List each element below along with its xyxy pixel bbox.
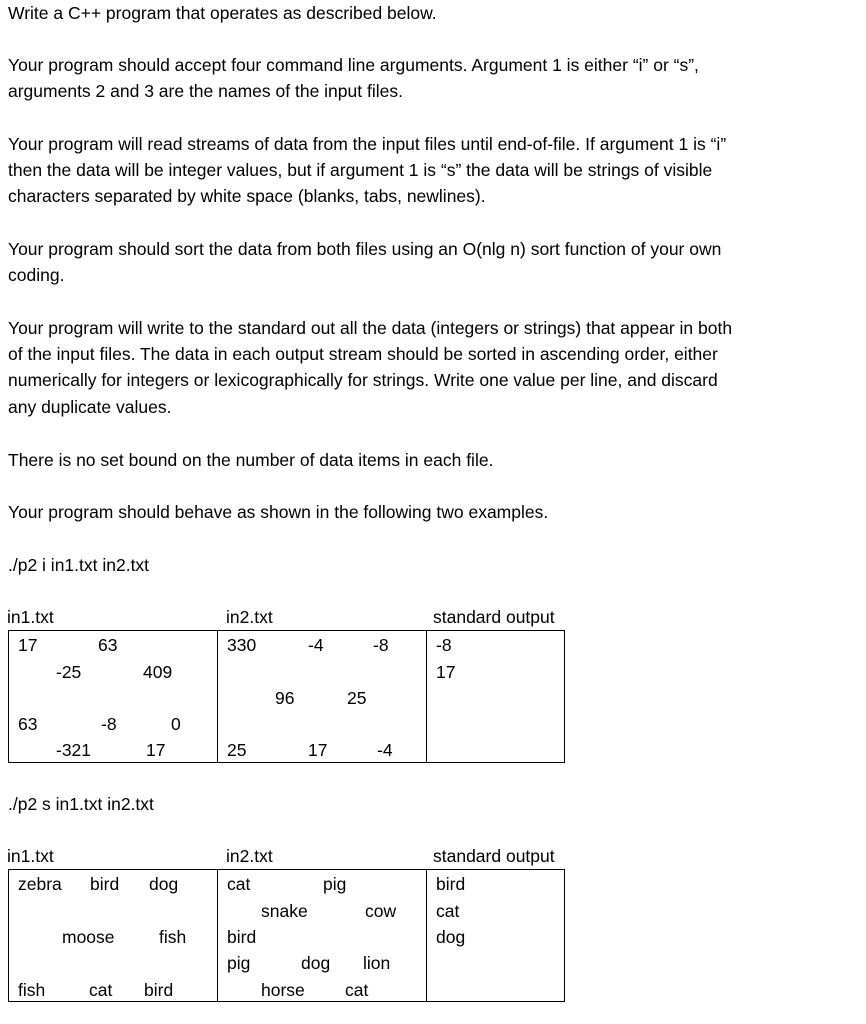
data-value: 25 xyxy=(347,688,367,708)
data-value: 409 xyxy=(143,662,173,682)
data-value: dog xyxy=(301,953,331,973)
in1-table xyxy=(8,630,218,763)
data-value: bird xyxy=(90,874,120,894)
data-value: zebra xyxy=(18,874,62,894)
in2-caption: in2.txt xyxy=(226,846,273,866)
data-value: snake xyxy=(261,901,308,921)
data-value: bird xyxy=(144,980,174,1000)
paragraph-line: Your program should accept four command line arguments. Argument 1 is either “i” or “s”, xyxy=(8,55,699,75)
data-value: bird xyxy=(227,927,257,947)
output-value: bird xyxy=(436,874,466,894)
in2-table xyxy=(217,630,427,763)
data-value: 0 xyxy=(171,714,181,734)
output-caption: standard output xyxy=(433,607,555,627)
paragraph-line: Your program should sort the data from both files using an O(nlg n) sort function of your own xyxy=(8,239,722,259)
paragraph-line: arguments 2 and 3 are the names of the input files. xyxy=(8,81,403,101)
data-value: 25 xyxy=(227,740,247,760)
output-value: 17 xyxy=(436,662,456,682)
data-value: cow xyxy=(365,901,397,921)
data-value: cat xyxy=(89,980,113,1000)
paragraph-line: Your program will write to the standard out all the data (integers or strings) that appear in both xyxy=(8,318,733,338)
paragraph-line: Your program will read streams of data from the input files until end-of-file. If argument 1 is “i” xyxy=(8,134,727,154)
output-value: -8 xyxy=(436,635,452,655)
data-value: lion xyxy=(363,953,391,973)
data-value: 63 xyxy=(98,635,118,655)
paragraph-line: then the data will be integer values, but if argument 1 is “s” the data will be strings of visible xyxy=(8,160,713,180)
data-value: 63 xyxy=(18,714,38,734)
in2-table xyxy=(217,869,427,1002)
data-value: cat xyxy=(345,980,369,1000)
data-value: horse xyxy=(261,980,305,1000)
data-value: 330 xyxy=(227,635,257,655)
data-value: 17 xyxy=(18,635,38,655)
paragraph-line: of the input files. The data in each output stream should be sorted in ascending order, either xyxy=(8,344,718,364)
in2-caption: in2.txt xyxy=(226,607,273,627)
data-value: 17 xyxy=(146,740,166,760)
data-value: fish xyxy=(18,980,46,1000)
data-value: cat xyxy=(227,874,251,894)
in1-table xyxy=(8,869,218,1002)
command-line: ./p2 i in1.txt in2.txt xyxy=(8,555,150,575)
data-value: 96 xyxy=(275,688,295,708)
data-value: -321 xyxy=(56,740,92,760)
paragraph-line: numerically for integers or lexicographically for strings. Write one value per line, and discard xyxy=(8,370,718,390)
intro-line: Write a C++ program that operates as described below. xyxy=(8,3,437,23)
output-caption: standard output xyxy=(433,846,555,866)
data-value: -4 xyxy=(377,740,393,760)
in1-caption: in1.txt xyxy=(7,846,54,866)
data-value: -4 xyxy=(308,635,324,655)
paragraph-line: coding. xyxy=(8,265,65,285)
paragraph-line: There is no set bound on the number of data items in each file. xyxy=(8,450,494,470)
command-line: ./p2 s in1.txt in2.txt xyxy=(8,794,154,814)
output-value: dog xyxy=(436,927,466,947)
paragraph-line: Your program should behave as shown in the following two examples. xyxy=(8,502,549,522)
data-value: dog xyxy=(149,874,179,894)
data-value: pig xyxy=(227,953,251,973)
data-value: fish xyxy=(159,927,187,947)
output-value: cat xyxy=(436,901,460,921)
output-table xyxy=(426,869,565,1002)
data-value: moose xyxy=(62,927,115,947)
in1-caption: in1.txt xyxy=(7,607,54,627)
data-value: pig xyxy=(323,874,347,894)
data-value: 17 xyxy=(308,740,328,760)
data-value: -8 xyxy=(101,714,117,734)
paragraph-line: characters separated by white space (blanks, tabs, newlines). xyxy=(8,186,486,206)
paragraph-line: any duplicate values. xyxy=(8,397,172,417)
data-value: -25 xyxy=(56,662,82,682)
output-table xyxy=(426,630,565,763)
data-value: -8 xyxy=(373,635,389,655)
